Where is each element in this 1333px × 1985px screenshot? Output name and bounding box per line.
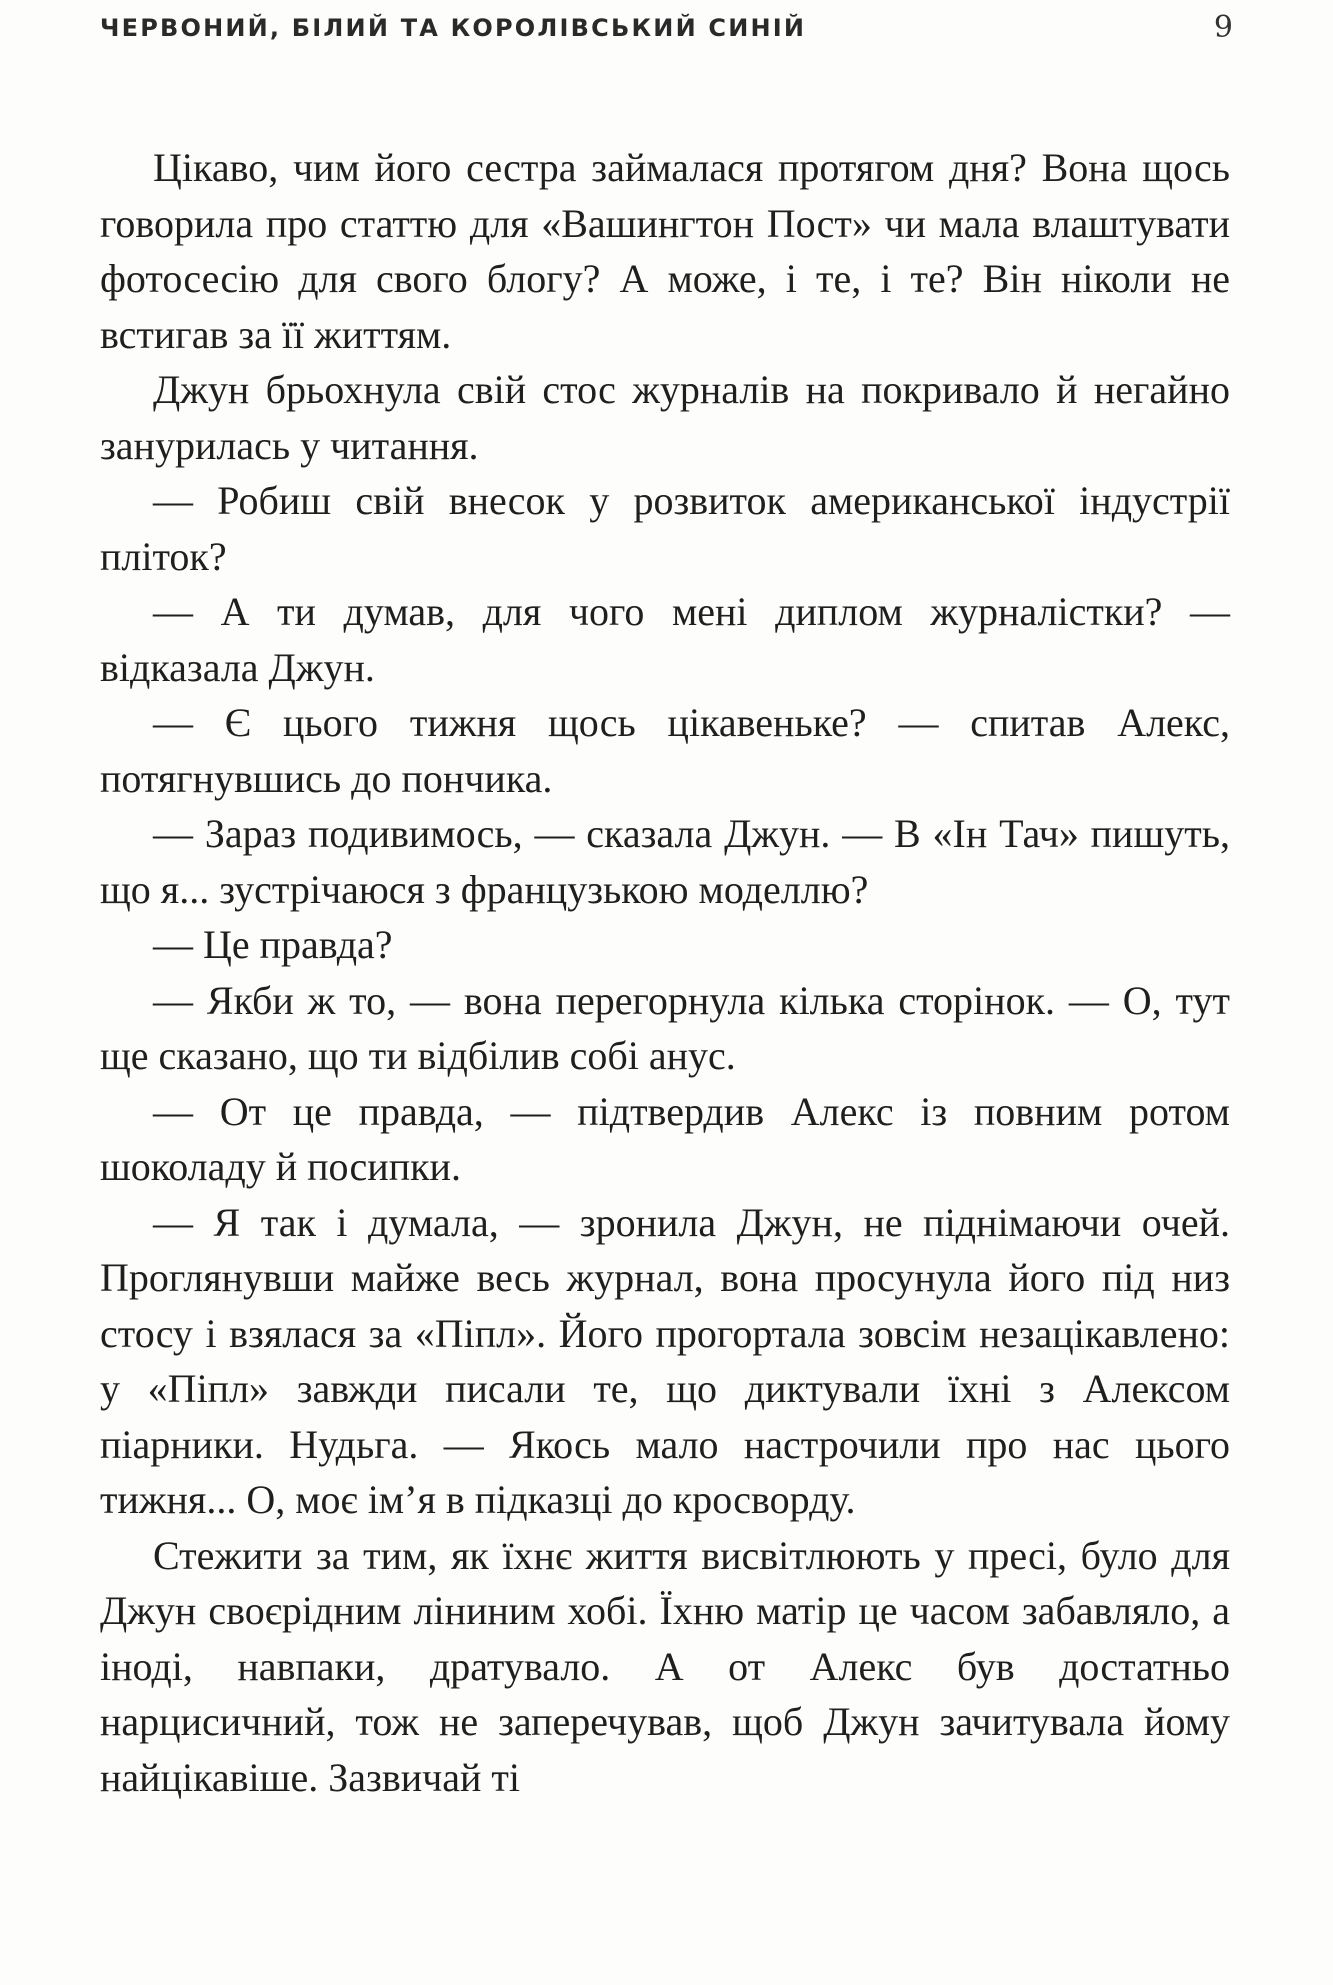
page-number: 9 — [1213, 10, 1233, 45]
paragraph: Стежити за тим, як їхнє життя висвітлюють у пресі, було для Джун своєрідним ліниним хобі. Їхню матір це часом забавляло, а іноді, навпаки, дратувало. А от Алекс був достатньо нарцисичний, тож не заперечував, щоб Джун зачитувала йому найцікавіше. Зазвичай ті — [100, 1532, 1230, 1800]
paragraph: — Є цього тижня щось цікавеньке? — спитав Алекс, потягнувшись до пончика. — [100, 700, 1230, 801]
paragraph: — Це правда? — [153, 922, 393, 967]
running-title: ЧЕРВОНИЙ, БІЛИЙ ТА КОРОЛІВСЬКИЙ СИНІЙ — [100, 14, 807, 42]
paragraph: — Якби ж то, — вона перегорнула кілька сторінок. — О, тут ще сказано, що ти відбілив собі анус. — [100, 977, 1230, 1078]
paragraph: — Я так і думала, — зронила Джун, не піднімаючи очей. Проглянувши майже весь журнал, вона просунула його під низ стосу і взялася за «Піпл». Його прогортала зовсім незацікавлено: у «Піпл» завжди писали те, що диктували їхні з Алексом піарники. Нудьга. — Якось мало настрочили про нас цього тижня... О, моє ім’я в підказці до кросворду. — [100, 1199, 1230, 1522]
body-text — [100, 140, 1230, 1805]
page-header — [100, 10, 1233, 50]
paragraph: — Робиш свій внесок у розвиток американської індустрії пліток? — [100, 478, 1230, 579]
paragraph: Джун брьохнула свій стос журналів на покривало й негайно занурилась у читання. — [100, 367, 1230, 468]
paragraph: — От це правда, — підтвердив Алекс із повним ротом шоколаду й посипки. — [100, 1088, 1230, 1189]
paragraph: Цікаво, чим його сестра займалася протягом дня? Вона щось говорила про статтю для «Вашингтон Пост» чи мала влаштувати фотосесію для свого блогу? А може, і те, і те? Він ніколи не встигав за її життям. — [100, 145, 1230, 357]
paragraph: — А ти думав, для чого мені диплом журналістки? — відказала Джун. — [100, 589, 1230, 690]
paragraph: — Зараз подивимось, — сказала Джун. — В «Ін Тач» пишуть, що я... зустрічаюся з французькою моделлю? — [100, 811, 1230, 912]
